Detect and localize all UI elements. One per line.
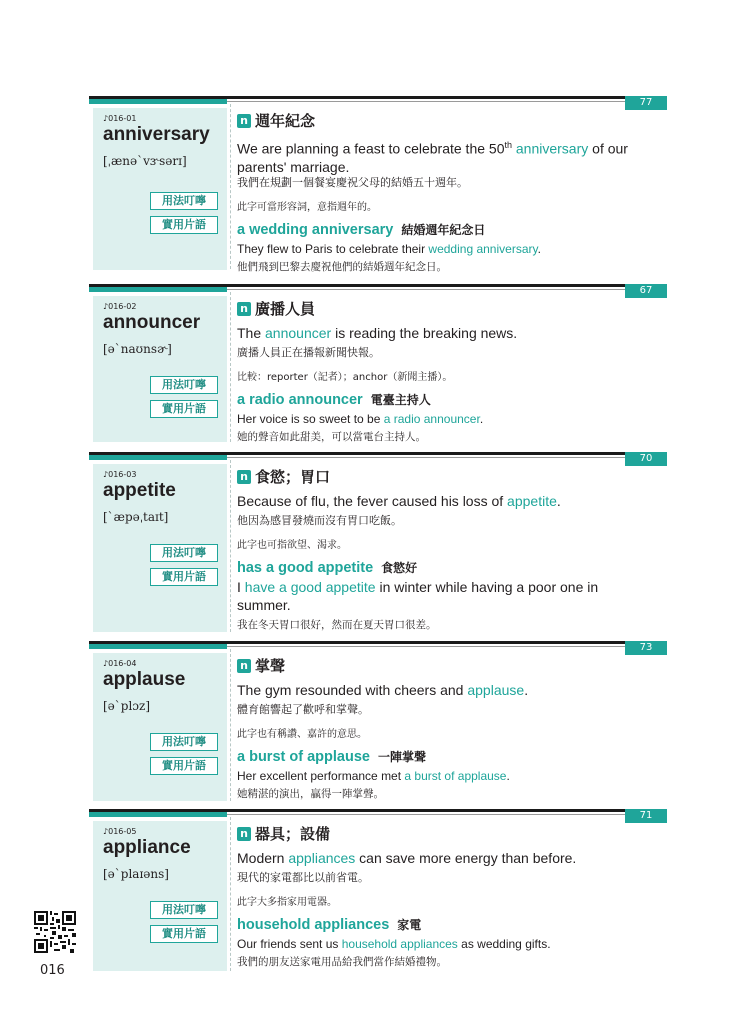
- frequency-badge: 70: [625, 452, 667, 466]
- frequency-badge: 77: [625, 96, 667, 110]
- audio-track-number: ♪016-01: [103, 114, 137, 123]
- chinese-meaning: 週年紀念: [255, 112, 316, 130]
- entry-accent-bar: [89, 812, 227, 817]
- entry-accent-bar: [89, 99, 227, 104]
- phrase-example: Our friends sent us household appliances as wedding gifts.: [237, 937, 551, 951]
- example-translation: 體育館響起了歡呼和掌聲。: [237, 703, 369, 716]
- audio-track-number: ♪016-03: [103, 470, 137, 479]
- entry-rule: [227, 101, 667, 102]
- phrase: household appliances: [237, 917, 390, 933]
- example-sentence: The gym resounded with cheers and applause.: [237, 682, 529, 698]
- pronunciation: [əˋnaʊnsɚ]: [103, 342, 172, 356]
- phrase: has a good appetite: [237, 560, 374, 576]
- dashed-separator: [230, 817, 231, 971]
- phrase-translation: 結婚週年紀念日: [401, 223, 486, 237]
- entry-accent-bar: [89, 644, 227, 649]
- part-of-speech-badge: n: [237, 470, 251, 484]
- entry-applause: [89, 641, 667, 803]
- phrase-example-translation: 我們的朋友送家電用品給我們當作結婚禮物。: [237, 956, 447, 968]
- phrase-example: Her excellent performance met a burst of applause.: [237, 769, 510, 783]
- headword: appetite: [103, 480, 176, 501]
- definition-row: [237, 655, 285, 676]
- phrase-translation: 食慾好: [381, 561, 418, 575]
- example-translation: 我們在規劃一個餐宴慶祝父母的結婚五十週年。: [237, 176, 468, 189]
- usage-note: 此字大多指家用電器。: [237, 897, 337, 908]
- example-translation: 現代的家電都比以前省電。: [237, 871, 369, 884]
- usage-tag: 用法叮嚀: [150, 376, 218, 394]
- word-panel: [93, 821, 227, 971]
- definition-row: [237, 298, 315, 319]
- frequency-badge: 67: [625, 284, 667, 298]
- phrase-row: [237, 746, 426, 765]
- part-of-speech-badge: n: [237, 827, 251, 841]
- audio-track-number: ♪016-04: [103, 659, 137, 668]
- part-of-speech-badge: n: [237, 302, 251, 316]
- usage-tag: 用法叮嚀: [150, 733, 218, 751]
- phrase-translation: 家電: [397, 918, 422, 932]
- usage-tag: 用法叮嚀: [150, 192, 218, 210]
- pronunciation: [ˋæpəˌtaɪt]: [103, 510, 169, 524]
- example-translation: 廣播人員正在播報新聞快報。: [237, 346, 380, 359]
- phrase-example-translation: 她的聲音如此甜美，可以當電台主持人。: [237, 431, 426, 443]
- phrase-tag: 實用片語: [150, 757, 218, 775]
- entry-rule: [227, 814, 667, 815]
- example-sentence: Because of flu, the fever caused his loss of appetite.: [237, 493, 561, 509]
- audio-track-number: ♪016-02: [103, 302, 137, 311]
- headword: applause: [103, 669, 186, 690]
- phrase-row: [237, 219, 485, 238]
- example-sentence: We are planning a feast to celebrate the 50th anniversary of our parents' marriage.: [237, 140, 628, 175]
- frequency-badge: 73: [625, 641, 667, 655]
- entry-accent-bar: [89, 455, 227, 460]
- dashed-separator: [230, 649, 231, 801]
- phrase: a burst of applause: [237, 749, 370, 765]
- headword: anniversary: [103, 124, 210, 145]
- definition-row: [237, 823, 330, 844]
- example-sentence: The announcer is reading the breaking news.: [237, 325, 518, 341]
- page-number: 016: [40, 963, 65, 978]
- usage-note: 此字也可指欲望、渴求。: [237, 540, 347, 551]
- chinese-meaning: 器具；設備: [255, 825, 331, 843]
- phrase-row: [237, 914, 421, 933]
- usage-tag: 用法叮嚀: [150, 901, 218, 919]
- dashed-separator: [230, 292, 231, 442]
- dashed-separator: [230, 460, 231, 632]
- phrase-example-translation: 她精湛的演出，贏得一陣掌聲。: [237, 788, 384, 800]
- word-panel: [93, 296, 227, 442]
- phrase: a wedding anniversary: [237, 222, 394, 238]
- word-panel: [93, 464, 227, 632]
- part-of-speech-badge: n: [237, 659, 251, 673]
- usage-tag: 用法叮嚀: [150, 544, 218, 562]
- phrase-tag: 實用片語: [150, 400, 218, 418]
- entry-rule: [227, 457, 667, 458]
- phrase-example-translation: 我在冬天胃口很好，然而在夏天胃口很差。: [237, 619, 437, 631]
- phrase-example: I have a good appetite in winter while having a poor one in summer.: [237, 579, 599, 613]
- part-of-speech-badge: n: [237, 114, 251, 128]
- phrase-row: [237, 557, 417, 576]
- example-translation: 他因為感冒發燒而沒有胃口吃飯。: [237, 514, 402, 527]
- phrase-translation: 一陣掌聲: [377, 750, 426, 764]
- qr-code-icon[interactable]: [34, 911, 76, 953]
- entry-appetite: [89, 452, 667, 634]
- usage-note: 比較：reporter（記者）；anchor（新聞主播）。: [237, 372, 453, 383]
- definition-row: [237, 110, 315, 131]
- entry-rule: [227, 289, 667, 290]
- phrase-example-translation: 他們飛到巴黎去慶祝他們的結婚週年紀念日。: [237, 261, 447, 273]
- dashed-separator: [230, 104, 231, 269]
- phrase: a radio announcer: [237, 392, 363, 408]
- entry-appliance: [89, 809, 667, 973]
- phrase-example: Her voice is so sweet to be a radio announcer.: [237, 412, 484, 426]
- phrase-tag: 實用片語: [150, 925, 218, 943]
- phrase-example: They flew to Paris to celebrate their wedding anniversary.: [237, 242, 541, 256]
- pronunciation: [əˋplɔz]: [103, 699, 151, 713]
- chinese-meaning: 廣播人員: [255, 300, 316, 318]
- chinese-meaning: 掌聲: [255, 657, 286, 675]
- headword: announcer: [103, 312, 201, 333]
- usage-note: 此字可當形容詞，意指週年的。: [237, 202, 377, 213]
- entry-anniversary: [89, 96, 667, 276]
- phrase-row: [237, 389, 431, 408]
- entry-announcer: [89, 284, 667, 446]
- phrase-tag: 實用片語: [150, 568, 218, 586]
- word-panel: [93, 653, 227, 801]
- pronunciation: [əˋplaɪəns]: [103, 867, 169, 881]
- audio-track-number: ♪016-05: [103, 827, 137, 836]
- word-panel: [93, 108, 227, 270]
- example-sentence: Modern appliances can save more energy than before.: [237, 850, 577, 866]
- entry-rule: [227, 646, 667, 647]
- phrase-translation: 電臺主持人: [370, 393, 431, 407]
- frequency-badge: 71: [625, 809, 667, 823]
- phrase-tag: 實用片語: [150, 216, 218, 234]
- headword: appliance: [103, 837, 191, 858]
- usage-note: 此字也有稱讚、嘉許的意思。: [237, 729, 367, 740]
- chinese-meaning: 食慾；胃口: [255, 468, 331, 486]
- pronunciation: [ˌænəˋvɝsərɪ]: [103, 154, 187, 168]
- entry-accent-bar: [89, 287, 227, 292]
- definition-row: [237, 466, 330, 487]
